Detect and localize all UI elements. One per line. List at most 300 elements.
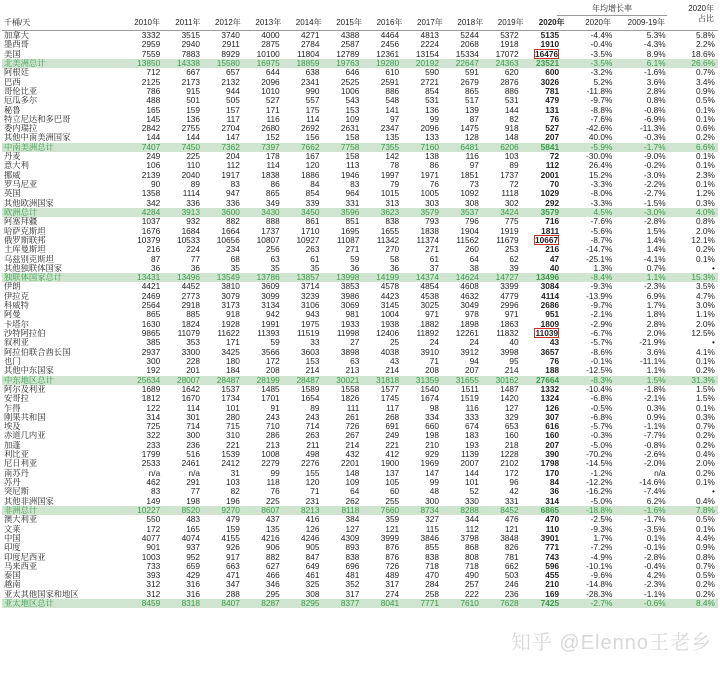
growth-2009-19-cell: -0.8% [643,104,666,115]
value-cell: 3623 [380,206,400,217]
value-cell: 483 [186,514,201,525]
value-cell: 353 [186,337,201,348]
value-cell: 133 [425,132,439,143]
value-cell: 1577 [380,383,400,394]
share-cell: 0.1% [696,355,715,366]
growth-2020-cell: -28.3% [586,588,613,599]
value-2020-cell: 307 [545,411,560,422]
growth-2020-cell: -8.4% [590,272,613,283]
value-cell: 153 [305,355,320,366]
value-cell: 207 [464,365,479,376]
row-name: 特立尼达和多巴哥 [4,114,71,124]
row-name: 厄瓜多尔 [4,96,38,106]
value-cell: 4155 [221,532,240,543]
value-cell: 128 [464,132,479,143]
value-cell: 171 [226,337,240,348]
row-name: 中东地区总计 [4,375,54,385]
value-cell: 3079 [221,290,240,301]
value-cell: 2347 [380,123,400,134]
value-cell: 8213 [301,504,320,515]
growth-2009-19-cell: -1.6% [643,504,666,515]
value-cell: 86 [270,179,280,189]
value-cell: 489 [385,570,400,581]
value-cell: 2773 [181,290,201,301]
value-cell: 25 [389,337,400,348]
value-cell: 109 [345,477,360,487]
growth-2020-cell: -3.2% [590,67,613,78]
row-name: 利比亚 [4,450,29,460]
value-cell: 1655 [380,225,400,236]
value-cell: 2587 [340,39,360,50]
value-cell: 8520 [181,504,201,515]
value-cell: 416 [305,514,320,525]
value-cell: 7662 [301,141,320,152]
growth-2009-19-cell: -0.8% [643,439,666,450]
value-cell: 393 [146,570,161,581]
value-cell: 11519 [297,328,320,338]
value-cell: 865 [265,188,280,199]
value-cell: 86 [429,160,439,171]
growth-2009-19-cell: -2.6% [643,449,666,460]
value-cell: 4452 [181,281,201,292]
value-cell: 3714 [301,281,320,292]
value-cell: 4309 [340,532,360,543]
value-cell: 1037 [141,216,161,227]
row-name: 沙特阿拉伯 [4,329,46,338]
value-2020-cell: 390 [545,449,560,460]
value-cell: 725 [146,421,161,432]
value-cell: 531 [425,95,439,106]
value-cell: 225 [186,151,201,162]
value-cell: 10927 [296,234,320,245]
value-cell: 3332 [141,30,161,40]
growth-2009-19-cell: 3.6% [646,76,666,87]
growth-2009-19-cell: -11.3% [639,123,666,134]
value-cell: 929 [425,449,439,460]
value-cell: 302 [504,197,519,208]
value-cell: 6206 [500,141,519,152]
value-cell: 12261 [455,328,479,338]
value-cell: 317 [345,588,360,599]
value-cell: 60 [389,486,400,497]
value-2020-cell: 76 [549,355,560,366]
value-cell: 4271 [301,30,320,40]
value-cell: 4000 [261,30,280,40]
growth-2020-cell: -3.3% [590,197,613,208]
value-cell: 4423 [380,290,400,301]
share-cell: 4.4% [696,532,715,543]
row-name: 卡塔尔 [4,319,29,329]
value-2020-cell: 5135 [540,30,560,40]
value-cell: 952 [186,551,201,562]
growth-2009-19-cell: -6.9% [643,113,666,124]
value-cell: 2631 [340,123,360,134]
value-cell: 201 [186,365,201,376]
value-cell: 796 [464,216,479,227]
value-cell: 13998 [336,272,360,283]
share-cell: 0.3% [696,197,715,208]
value-cell: 196 [226,495,240,506]
value-cell: 1826 [340,393,360,404]
value-cell: 64 [469,253,479,264]
value-cell: 1918 [500,39,519,50]
value-cell: 35 [310,262,320,273]
value-cell: 331 [345,197,360,208]
value-cell: 94 [469,355,479,366]
value-cell: 116 [266,113,280,124]
value-cell: 84 [310,179,320,189]
share-cell: 2.0% [696,225,715,236]
value-cell: 1664 [221,225,240,236]
row-name: 泰国 [4,571,21,581]
growth-2020-cell: -0.1% [590,355,613,366]
value-cell: 808 [464,551,479,562]
growth-2009-19-cell: -1.7% [643,514,666,525]
value-cell: 243 [305,411,320,422]
row-name: 哥伦比亚 [4,86,38,96]
value-cell: 155 [305,467,320,478]
value-cell: 2201 [340,458,360,469]
value-cell: 159 [186,104,201,115]
value-cell: 8607 [261,504,280,515]
value-cell: 213 [265,439,280,450]
growth-2020-cell: -42.6% [586,123,613,134]
value-cell: 7160 [420,141,439,152]
value-cell: 7355 [380,141,400,152]
value-2020-cell: 314 [545,495,560,506]
value-cell: 113 [346,160,360,171]
share-cell: 18.6% [691,48,715,59]
value-cell: 120 [305,160,320,171]
growth-2020-cell: -16.2% [586,486,613,497]
growth-2009-19-cell: -1.8% [643,383,666,394]
value-cell: 336 [226,197,240,208]
row-name: 俄罗斯联邦 [4,235,46,245]
growth-2009-19-cell: -1.1% [643,421,666,432]
growth-2020-cell: 1.7% [593,532,613,543]
value-cell: 82 [509,113,519,124]
growth-2020-cell: -6.8% [590,393,613,404]
value-cell: 1701 [261,393,280,404]
value-cell: 208 [425,365,439,376]
value-cell: 300 [186,430,201,441]
growth-2009-19-cell: -2.8% [643,551,666,562]
value-cell: 167 [305,151,320,162]
row-name: 乍得 [4,403,21,413]
share-cell: 0.1% [696,523,715,534]
value-cell: 918 [504,123,519,134]
value-cell: 11342 [376,234,400,245]
row-name: 中国 [4,533,21,543]
value-cell: 1838 [420,225,439,236]
row-name: 意大利 [4,161,29,171]
value-cell: 1487 [500,383,519,394]
growth-2020-cell: -5.7% [590,337,613,348]
value-cell: 52 [469,486,479,497]
value-cell: 3566 [261,346,280,357]
value-cell: 8407 [221,598,240,609]
value-cell: 2040 [181,169,201,180]
row-name: 加拿大 [4,31,29,40]
growth-2009-19-cell: -0.3% [643,132,666,143]
value-cell: 470 [425,570,439,581]
value-cell: 971 [425,309,439,320]
value-cell: 295 [265,588,280,599]
value-cell: 13431 [137,272,161,283]
value-cell: 312 [146,588,161,599]
value-cell: 204 [226,151,240,162]
value-cell: 3145 [380,300,400,311]
share-cell: 0.2% [696,439,715,450]
value-cell: 2959 [141,39,161,50]
value-cell: 224 [186,244,201,255]
value-cell: 2456 [380,39,400,50]
row-name: 加蓬 [4,440,21,450]
value-cell: 314 [146,411,161,422]
value-cell: 183 [464,430,479,441]
value-cell: 2341 [301,76,320,87]
value-cell: 644 [265,67,280,78]
value-2020-cell: 1809 [540,318,560,329]
value-cell: 156 [305,132,320,143]
value-cell: 1882 [420,318,439,329]
value-cell: 964 [345,188,360,199]
value-cell: 42 [509,486,519,497]
value-cell: 918 [226,309,240,320]
growth-2020-cell: -3.5% [590,48,613,59]
value-2020-cell: 781 [545,85,560,96]
value-cell: 13857 [296,272,320,283]
value-cell: 327 [425,514,439,525]
growth-2020-cell: 26.4% [588,160,613,171]
value-cell: 718 [425,560,439,571]
value-cell: 3579 [420,206,439,217]
share-cell: 0.1% [696,113,715,124]
value-cell: 253 [504,244,519,255]
growth-2020-cell: 1.3% [593,262,613,273]
value-cell: 11892 [416,328,439,338]
value-cell: 231 [305,495,320,506]
value-2020-cell: 76 [549,113,560,124]
value-cell: 657 [226,67,240,78]
share-cell: • [712,486,715,497]
value-cell: 660 [425,421,439,432]
value-cell: 3239 [301,290,320,301]
value-cell: 610 [385,67,400,78]
growth-2020-cell: -10.1% [586,560,613,571]
value-cell: 1008 [261,449,280,460]
value-cell: 35 [230,262,240,273]
value-cell: 7559 [141,48,161,59]
value-cell: 267 [345,430,360,441]
value-cell: 11679 [496,234,519,245]
share-cell: 0.1% [696,477,715,487]
value-cell: 1745 [380,393,400,404]
value-cell: 99 [429,113,439,124]
value-cell: 3912 [460,346,479,357]
value-cell: 385 [146,337,161,348]
share-cell: 0.3% [696,411,715,422]
value-cell: 159 [226,523,240,534]
value-cell: 24 [469,337,479,348]
value-2020-cell: 43 [549,337,560,348]
value-cell: 25634 [137,374,161,385]
value-cell: 165 [186,523,201,534]
value-2020-cell: 2001 [540,169,560,180]
value-cell: 77 [190,486,201,497]
row-name: 南苏丹 [4,468,29,478]
value-cell: 63 [350,355,360,366]
value-cell: 145 [146,113,161,124]
value-cell: 990 [305,85,320,96]
growth-2009-19-cell: 5.3% [646,30,666,40]
share-cell: 6.6% [696,141,715,152]
oil-production-table [2,2,718,608]
value-cell: 471 [226,570,240,581]
row-name: 伊拉克 [4,291,29,301]
value-cell: 937 [186,542,201,553]
row-name: 安哥拉 [4,394,29,404]
value-cell: 28199 [256,374,280,385]
value-2020-cell: 3084 [540,281,560,292]
growth-2020-cell: -8.3% [590,374,613,385]
growth-2009-19-cell: -3.0% [643,206,666,217]
value-cell: n/a [148,467,161,478]
value-cell: 172 [504,467,519,478]
value-2020-cell: 216 [545,244,560,255]
growth-2009-19-cell: 2.8% [646,85,666,96]
value-cell: 4578 [380,281,400,292]
highlighted-value: 11039 [535,328,559,338]
value-cell: 2680 [261,123,280,134]
value-cell: 7450 [181,141,201,152]
growth-2009-19-cell: -2.8% [643,216,666,227]
value-cell: 112 [226,160,240,171]
value-cell: 78 [389,160,400,171]
value-cell: 103 [504,151,519,162]
value-cell: 1737 [500,169,519,180]
value-cell: 121 [504,523,519,534]
value-cell: 19763 [336,57,360,68]
value-cell: 501 [186,95,201,106]
value-cell: 97 [389,113,400,124]
value-cell: 1015 [380,188,400,199]
value-cell: 476 [504,514,519,525]
growth-2009-19-cell: 1.4% [646,234,666,245]
value-cell: 43 [389,355,400,366]
value-cell: 3999 [380,532,400,543]
row-name: 其他中南美洲国家 [4,133,71,143]
value-cell: 262 [345,495,360,506]
growth-2009-19-cell: -0.4% [643,560,666,571]
value-cell: 8459 [141,598,161,609]
value-2020-cell: 169 [545,588,560,599]
value-cell: 114 [186,402,201,413]
value-cell: 4779 [500,290,519,301]
growth-2009-19-cell: -7.7% [643,430,666,441]
value-cell: 978 [464,309,479,320]
value-2020-cell: 3579 [540,206,560,217]
growth-2009-19-cell: -2.1% [643,393,666,404]
value-cell: 8318 [181,598,201,609]
value-2020-cell: 1029 [540,188,560,199]
value-cell: 73 [469,179,479,189]
year-header: 2013年 [255,18,282,27]
growth-2009-19-cell: 3.6% [646,346,666,357]
value-2020-cell: 951 [545,309,560,320]
value-cell: 172 [265,355,280,366]
growth-2020-cell: -0.4% [590,39,613,50]
value-cell: 300 [146,355,161,366]
value-cell: 548 [385,95,400,106]
value-cell: 76 [429,179,439,189]
value-cell: 2125 [141,76,161,87]
growth-2020-cell: -5.0% [590,439,613,450]
value-cell: 1695 [340,225,360,236]
value-cell: 89 [190,179,201,189]
value-cell: 620 [504,67,519,78]
value-cell: 498 [305,449,320,460]
value-cell: 38 [469,262,479,273]
value-cell: 1933 [340,318,360,329]
value-cell: 222 [464,588,479,599]
value-cell: 31359 [415,374,439,385]
growth-2009-19-cell: -2.7% [643,188,666,199]
value-cell: 71 [429,355,439,366]
share-cell: 0.1% [696,402,715,413]
value-cell: 8287 [261,598,280,609]
growth-2009-19-cell: 2.0% [646,328,666,338]
value-cell: 118 [266,477,280,487]
value-cell: 3173 [221,300,240,311]
growth-2020-cell: -8.8% [590,104,613,115]
value-cell: 331 [504,495,519,506]
value-cell: 11622 [217,328,240,338]
value-2020-cell: 40 [549,262,560,273]
value-cell: 98 [429,402,439,413]
year-header: 2019年 [497,18,524,27]
value-cell: 334 [425,411,439,422]
value-2020-cell: 207 [545,439,560,450]
value-cell: 590 [425,67,439,78]
value-cell: 178 [265,151,280,162]
value-cell: 1630 [141,318,161,329]
growth-2020-cell: -14.7% [586,244,613,255]
value-cell: 96 [509,477,519,487]
value-cell: 932 [186,216,201,227]
value-cell: 342 [146,197,161,208]
row-name: 哈萨克斯坦 [4,226,46,236]
growth-2009-19-cell: -1.1% [643,588,666,599]
row-name: 欧洲总计 [4,207,38,217]
row-name: 尼日利亚 [4,459,38,469]
value-cell: 591 [464,67,479,78]
value-cell: 667 [186,67,201,78]
value-cell: 136 [186,113,201,124]
value-cell: 144 [464,467,479,478]
value-cell: 2279 [261,458,280,469]
row-name: 中南美洲总计 [4,142,54,152]
value-cell: 7610 [460,598,479,609]
value-cell: 225 [265,495,280,506]
share-cell: 0.5% [696,95,715,106]
growth-2009-19-cell: -0.1% [643,542,666,553]
value-cell: 714 [305,421,320,432]
row-name: 苏丹 [4,478,21,487]
value-cell: 942 [265,309,280,320]
value-cell: 943 [305,309,320,320]
value-cell: 865 [464,85,479,96]
